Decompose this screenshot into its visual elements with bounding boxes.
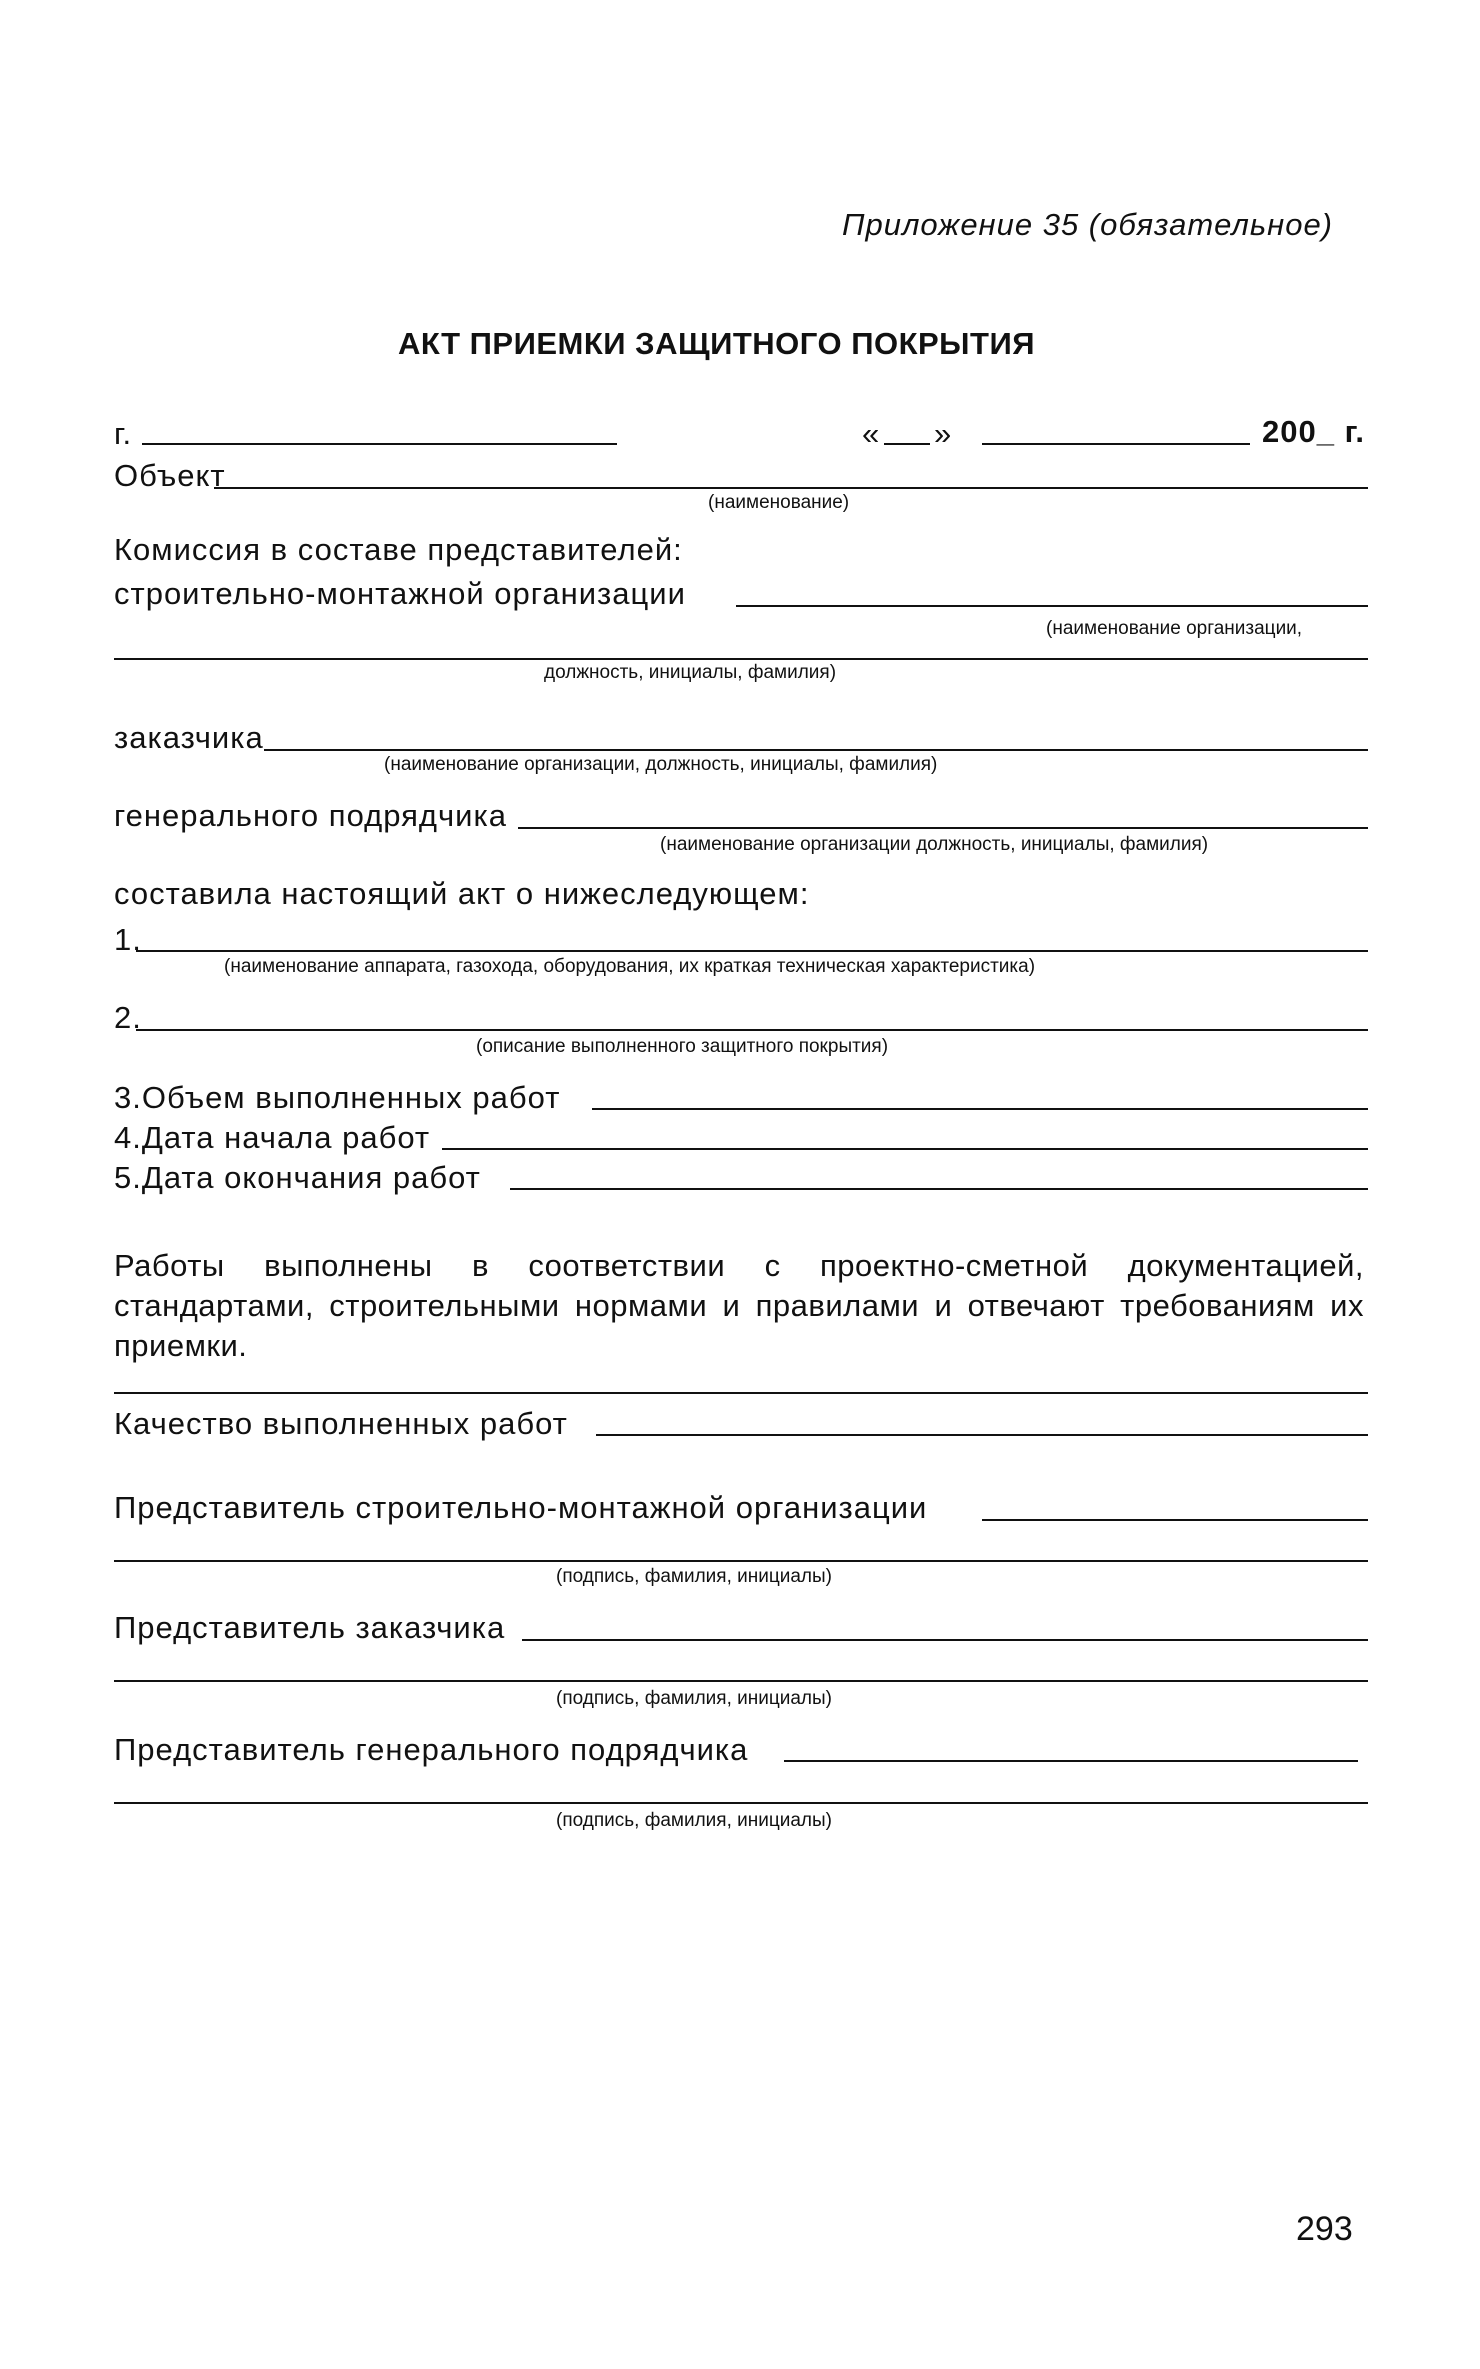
document-title: АКТ ПРИЕМКИ ЗАЩИТНОГО ПОКРЫТИЯ — [398, 326, 1036, 361]
general-rep-caption: (подпись, фамилия, инициалы) — [556, 1810, 832, 1831]
conclusion-field[interactable] — [114, 1392, 1368, 1394]
builder-org-caption-1: (наименование организации, — [1046, 618, 1303, 639]
item1-label: 1. — [114, 922, 142, 957]
builder-org-field[interactable] — [736, 605, 1368, 607]
item2-field[interactable] — [136, 1029, 1368, 1031]
item4-label: 4.Дата начала работ — [114, 1120, 431, 1155]
customer-rep-label: Представитель заказчика — [114, 1610, 506, 1645]
act-intro: составила настоящий акт о нижеследующем: — [114, 876, 810, 911]
builder-org-caption-2: должность, инициалы, фамилия) — [544, 662, 837, 683]
object-field[interactable] — [214, 487, 1368, 489]
object-label: Объект — [114, 458, 226, 493]
builder-org-field-2[interactable] — [114, 658, 1368, 660]
appendix-label: Приложение 35 (обязательное) — [842, 207, 1334, 242]
quote-close: » — [934, 416, 953, 451]
object-caption: (наименование) — [708, 492, 850, 513]
commission-intro: Комиссия в составе представителей: — [114, 532, 683, 567]
general-contractor-label: генерального подрядчика — [114, 798, 507, 833]
page-number: 293 — [1296, 2210, 1353, 2248]
customer-label: заказчика — [114, 720, 264, 755]
month-field[interactable] — [982, 443, 1250, 445]
city-field[interactable] — [142, 443, 617, 445]
item1-caption: (наименование аппарата, газохода, оборудования, их краткая техническая характеристика) — [224, 956, 1036, 977]
item5-label: 5.Дата окончания работ — [114, 1160, 481, 1195]
item1-field[interactable] — [136, 950, 1368, 952]
builder-rep-signature-field[interactable] — [114, 1560, 1368, 1562]
quality-field[interactable] — [596, 1434, 1368, 1436]
general-rep-signature-field[interactable] — [114, 1802, 1368, 1804]
customer-rep-signature-field[interactable] — [114, 1680, 1368, 1682]
general-contractor-field[interactable] — [518, 827, 1368, 829]
conclusion-paragraph: Работы выполнены в соответствии с проектно-сметной документацией, стандартами, строительными нормами и правилами и отвечают требованиям их приемки. — [114, 1248, 1364, 1363]
customer-rep-caption: (подпись, фамилия, инициалы) — [556, 1688, 832, 1709]
quote-open: « — [862, 416, 881, 451]
general-rep-field[interactable] — [784, 1760, 1358, 1762]
item3-label: 3.Объем выполненных работ — [114, 1080, 561, 1115]
item2-label: 2. — [114, 1000, 142, 1035]
item4-field[interactable] — [442, 1148, 1368, 1150]
customer-rep-field[interactable] — [522, 1639, 1368, 1641]
city-prefix: г. — [114, 416, 133, 451]
builder-org-label: строительно-монтажной организации — [114, 576, 686, 611]
year-label: 200_ г. — [1262, 414, 1365, 449]
builder-rep-label: Представитель строительно-монтажной организации — [114, 1490, 928, 1525]
customer-field[interactable] — [264, 749, 1368, 751]
general-rep-label: Представитель генерального подрядчика — [114, 1732, 749, 1767]
customer-caption: (наименование организации, должность, инициалы, фамилия) — [384, 754, 938, 775]
general-contractor-caption: (наименование организации должность, инициалы, фамилия) — [660, 834, 1209, 855]
builder-rep-caption: (подпись, фамилия, инициалы) — [556, 1566, 832, 1587]
day-field[interactable] — [884, 443, 930, 445]
item2-caption: (описание выполненного защитного покрытия) — [476, 1036, 889, 1057]
item3-field[interactable] — [592, 1108, 1368, 1110]
item5-field[interactable] — [510, 1188, 1368, 1190]
quality-label: Качество выполненных работ — [114, 1406, 568, 1441]
builder-rep-field[interactable] — [982, 1519, 1368, 1521]
